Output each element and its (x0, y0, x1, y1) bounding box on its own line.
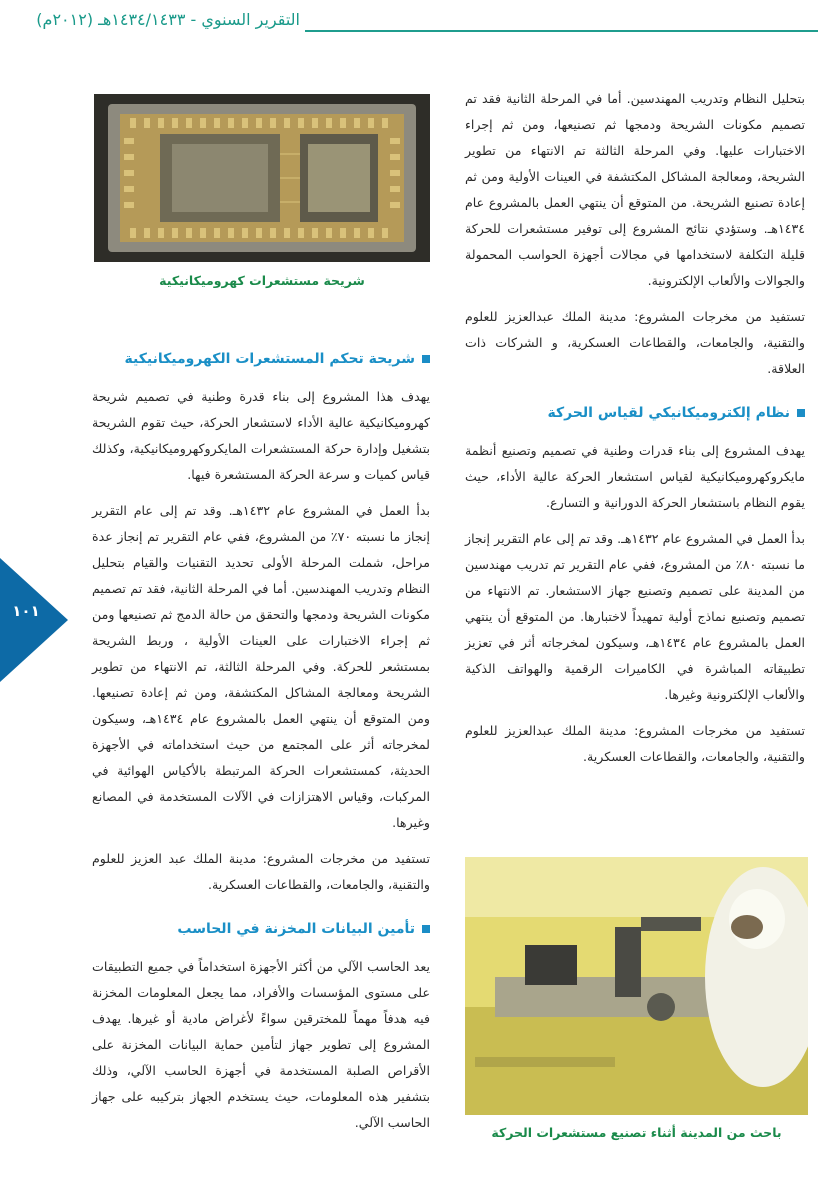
paragraph: تستفيد من مخرجات المشروع: مدينة الملك عبد العزيز للعلوم والتقنية، والجامعات، والقطاعات العسكرية. (92, 851, 430, 892)
section-heading (92, 348, 430, 370)
section-heading-text: تأمين البيانات المخزنة في الحاسب (177, 921, 415, 937)
paragraph: يهدف هذا المشروع إلى بناء قدرة وطنية في تصميم شريحة كهروميكانيكية عالية الأداء لاستشعار الحركة، حيث تقوم الشريحة بتشغيل وإدارة حركة المستشعرات المايكروكهروميكانيكية، وكذلك قياس كميات و سرعة الحركة المستشعرة فيها. (92, 389, 430, 482)
header-title: التقرير السنوي - ١٤٣٤/١٤٣٣هـ (٢٠١٢م) (36, 10, 300, 29)
section-heading-text: شريحة تحكم المستشعرات الكهروميكانيكية (124, 351, 415, 367)
bullet-square-icon (797, 409, 805, 417)
section-heading (465, 402, 805, 424)
chip-illustration (94, 94, 430, 262)
section-heading-text: نظام إلكتروميكانيكي لقياس الحركة (547, 405, 790, 421)
paragraph: تستفيد من مخرجات المشروع: مدينة الملك عبدالعزيز للعلوم والتقنية، والجامعات، والقطاعات العسكرية، و الشركات ذات العلاقة. (465, 309, 805, 376)
section-heading (92, 918, 430, 940)
page-number: ١٠١ (12, 602, 40, 620)
paragraph: بدأ العمل في المشروع عام ١٤٣٢هـ. وقد تم إلى عام التقرير إنجاز ما نسبته ٨٠٪ من المشروع، ففي عام التقرير تم تدريب مهندسين من المدينة على تصميم وتصنيع جهاز الاستشعار. تم الانتهاء من تصميم وتصنيع نماذج أولية تمهيداً لاختبارها. من المتوقع أن ينتهي العمل بالمشروع عام ١٤٣٤هـ، وسيكون لمخرجاته أثر في تعزيز تطبيقاته المباشرة في الكاميرات الرقمية والهواتف الذكية والألعاب الإلكترونية وغيرها. (465, 531, 805, 702)
lab-researcher-photo (465, 857, 808, 1115)
left-column (92, 348, 430, 1146)
lab-illustration (465, 857, 808, 1115)
paragraph: تستفيد من مخرجات المشروع: مدينة الملك عبدالعزيز للعلوم والتقنية، والجامعات، والقطاعات العسكرية. (465, 723, 805, 764)
paragraph: يهدف المشروع إلى بناء قدرات وطنية في تصميم وتصنيع أنظمة مايكروكهروميكانيكية لقياس استشعار الحركة عالية الأداء، حيث يقوم النظام باستشعار الحركة الدورانية و التسارع. (465, 443, 805, 510)
bullet-square-icon (422, 355, 430, 363)
header-rule (305, 30, 818, 32)
right-column (465, 86, 805, 780)
chip-caption: شريحة مستشعرات كهروميكانيكية (159, 273, 365, 288)
paragraph: يعد الحاسب الآلي من أكثر الأجهزة استخداماً في جميع التطبيقات على مستوى المؤسسات والأفراد، مما يجعل المعلومات المخزنة فيه هدفاً مهماً للمخترقين سواءً لأغراض مادية أو غيرها. يهدف المشروع إلى تطوير جهاز لتأمين حماية البيانات المخزنة على الأقراص الصلبة المستخدمة في أجهزة الحاسب الآلي، وذلك بتشفير هذه المعلومات، حيث يستخدم الجهاز بتركيبه على جهاز الحاسب الآلي. (92, 959, 430, 1130)
paragraph: بتحليل النظام وتدريب المهندسين. أما في المرحلة الثانية فقد تم تصميم مكونات الشريحة ودمجها ثم تصنيعها، ومن ثم إجراء الاختبارات عليها. وفي المرحلة الثالثة تم الانتهاء من تطوير الشريحة، ومعالجة المشاكل المكتشفة في العينات الأولية ومن ثم إعادة تصنيع الشريحة. من المتوقع أن ينتهي العمل بالمشروع عام ١٤٣٤هـ. وستؤدي نتائج المشروع إلى توفير مستشعرات للحركة قليلة التكلفة لاستخدامها في مجالات أجهزة الحواسب المحمولة والجوالات والألعاب الإلكترونية. (465, 91, 805, 288)
mems-chip-photo (94, 94, 430, 262)
bullet-square-icon (422, 925, 430, 933)
page-number-tab (0, 558, 68, 682)
lab-caption: باحث من المدينة أثناء تصنيع مستشعرات الحركة (491, 1125, 782, 1140)
paragraph: بدأ العمل في المشروع عام ١٤٣٢هـ. وقد تم إلى عام التقرير إنجاز ما نسبته ٧٠٪ من المشروع، ففي عام التقرير تم إنجاز عدة مراحل، شملت المرحلة الأولى تحديد التقنيات والقيام بتحليل النظام وتدريب المهندسين. أما في المرحلة الثانية، فقد تم تصميم مكونات الشريحة ودمجها والتحقق من حالة الدمج ثم تصنيعها ومن ثم إجراء الاختبارات على العينات الأولية ، وربط الشريحة بمستشعر للحركة. وفي المرحلة الثالثة، تم الانتهاء من تطوير الشريحة ومعالجة المشاكل المكتشفة، ومن ثم إعادة تصنيعها. ومن المتوقع أن ينتهي العمل بالمشروع عام ١٤٣٤هـ، وسيكون لمخرجاته أثر على المجتمع من حيث استخداماته في الأجهزة الحديثة، كمستشعرات الحركة المرتبطة بالأكياس الهوائية في المركبات، وقياس الاهتزازات في الآلات المستخدمة في المصانع وغيرها. (92, 503, 430, 830)
